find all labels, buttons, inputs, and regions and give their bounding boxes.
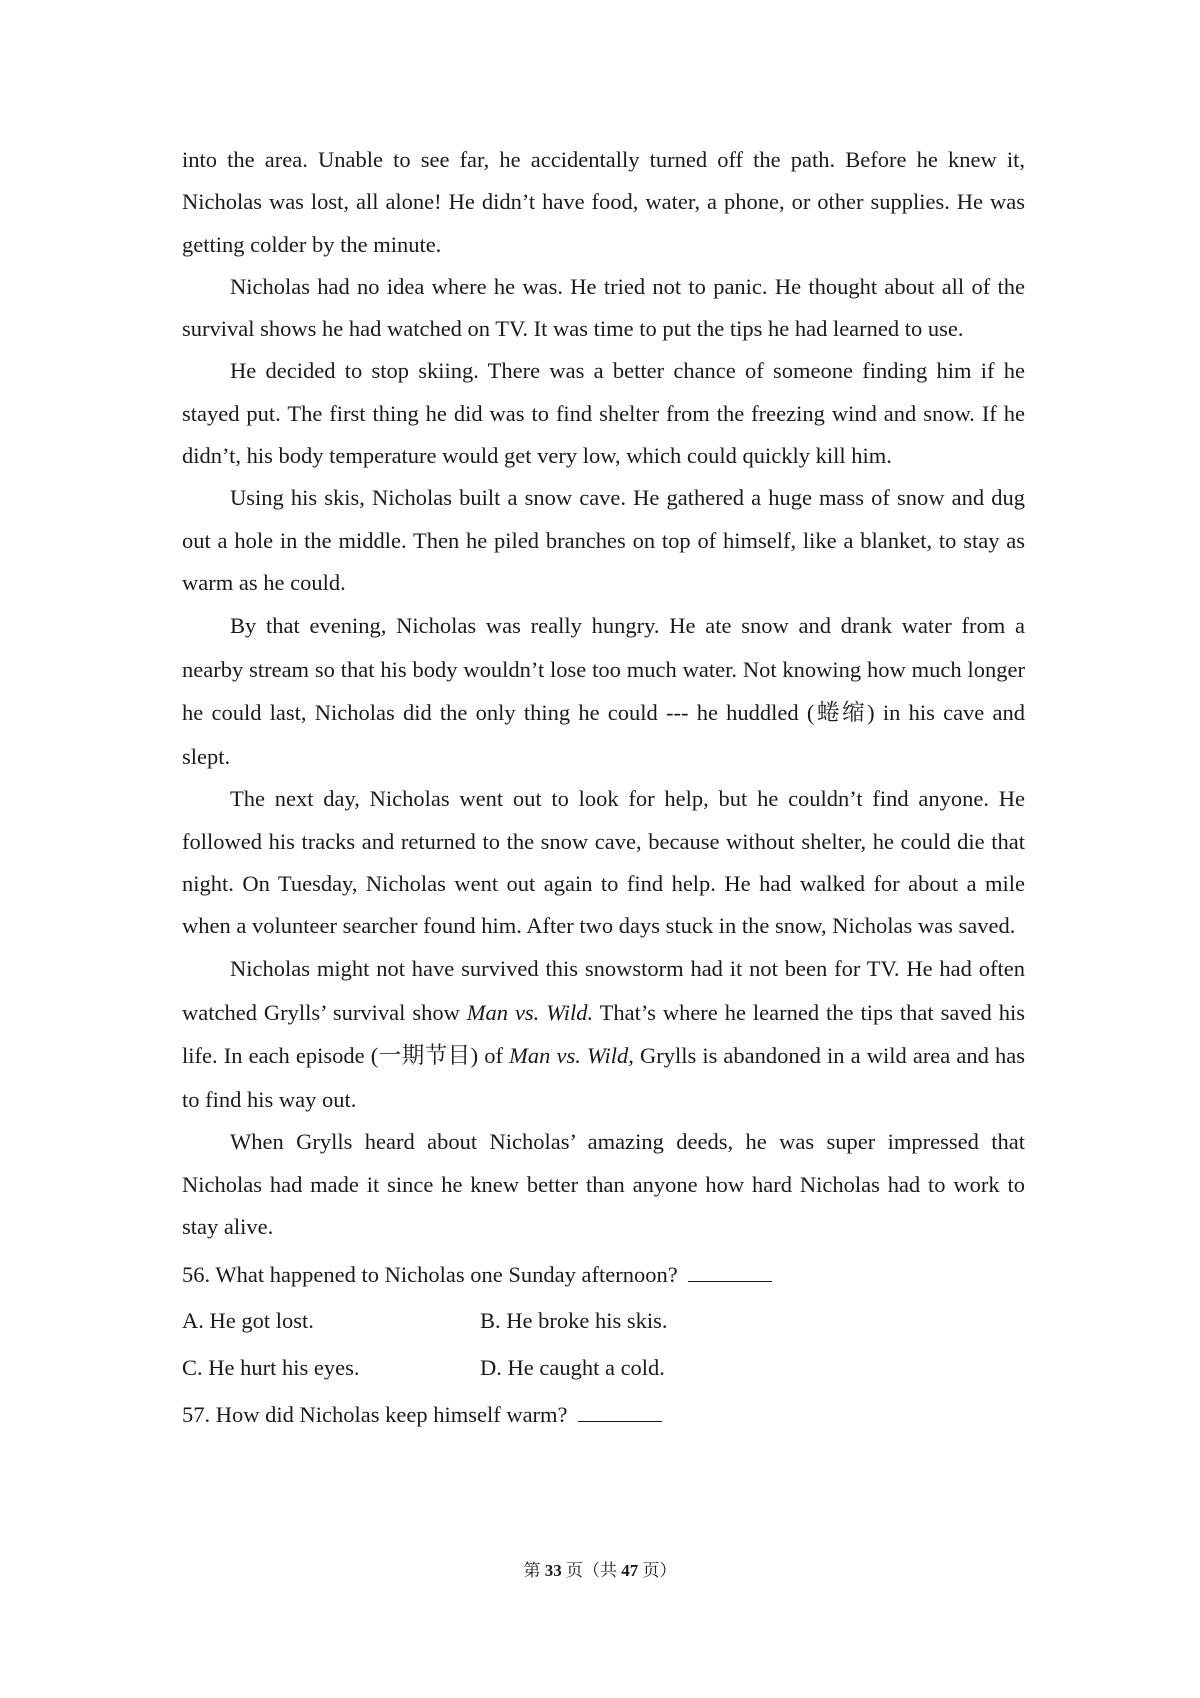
paragraph-2: Nicholas had no idea where he was. He tried not to panic. He thought about all of the survival shows he had watched on TV. It was time to put the tips he had learned to use.	[182, 273, 1025, 342]
paragraph-5: By that evening, Nicholas was really hungry. He ate snow and drank water from a nearby stream so that his body wouldn’t lose too much water. Not knowing how much longer he could last, Nicholas did the only thing he could --- he huddled (蜷缩) in his cave and slept.	[182, 613, 1025, 769]
paragraph-3: He decided to stop skiing. There was a better chance of someone finding him if he stayed put. The first thing he did was to find shelter from the freezing wind and snow. If he didn’t, his body temperature would get very low, which could quickly kill him.	[182, 358, 1025, 469]
answer-blank-56[interactable]	[688, 1261, 772, 1282]
paragraph-7-part-e: , Grylls is abandoned in a wild area and has to find his way out.	[182, 1043, 1025, 1112]
passage	[182, 139, 1025, 1437]
footer-prefix: 第	[523, 1561, 545, 1580]
paragraph-8: When Grylls heard about Nicholas’ amazing deeds, he was super impressed that Nicholas had made it since he knew better than anyone how hard Nicholas had to work to stay alive.	[182, 1129, 1025, 1240]
show-title-2: Man vs. Wild	[509, 1043, 629, 1069]
footer-middle: 页（共	[561, 1561, 622, 1580]
question-56	[182, 1253, 1025, 1297]
answer-blank-57[interactable]	[578, 1401, 662, 1422]
paragraph-1: into the area. Unable to see far, he accidentally turned off the path. Before he knew it, Nicholas was lost, all alone! He didn’t have food, water, a phone, or other supplies. He was getting colder by the minute.	[182, 147, 1025, 257]
question-57	[182, 1393, 1025, 1437]
option-b[interactable]: B. He broke his skis.	[480, 1308, 668, 1334]
option-d[interactable]: D. He caught a cold.	[480, 1355, 665, 1381]
question-57-stem: 57. How did Nicholas keep himself warm?	[182, 1402, 568, 1428]
options-row-1	[182, 1297, 1025, 1344]
paragraph-7	[182, 947, 1025, 1121]
paragraph-6: The next day, Nicholas went out to look for help, but he couldn’t find anyone. He followed his tracks and returned to the snow cave, because without shelter, he could die that night. On Tuesday, Nicholas went out again to find help. He had walked for about a mile when a volunteer searcher found him. After two days stuck in the snow, Nicholas was saved.	[182, 786, 1025, 939]
question-56-stem: 56. What happened to Nicholas one Sunday afternoon?	[182, 1262, 678, 1288]
option-a[interactable]: A. He got lost.	[182, 1308, 314, 1334]
paragraph-4: Using his skis, Nicholas built a snow cave. He gathered a huge mass of snow and dug out a hole in the middle. Then he piled branches on top of himself, like a blanket, to stay as warm as he could.	[182, 485, 1025, 595]
paragraph-7-part-a: Nicholas might not have survived this snowstorm had it not been for TV. He had often watched Grylls’ survival show	[182, 956, 1025, 1025]
options-row-2	[182, 1344, 1025, 1391]
paragraph-7-part-c: That’s where he learned the tips that saved his life. In each episode (一期节目) of	[182, 999, 1025, 1069]
option-c[interactable]: C. He hurt his eyes.	[182, 1355, 360, 1381]
footer-total-pages: 47	[621, 1561, 639, 1580]
footer-suffix: 页）	[638, 1561, 677, 1580]
footer-page-number: 33	[544, 1561, 562, 1580]
page-footer	[0, 1559, 1200, 1583]
show-title: Man vs. Wild.	[466, 999, 594, 1025]
